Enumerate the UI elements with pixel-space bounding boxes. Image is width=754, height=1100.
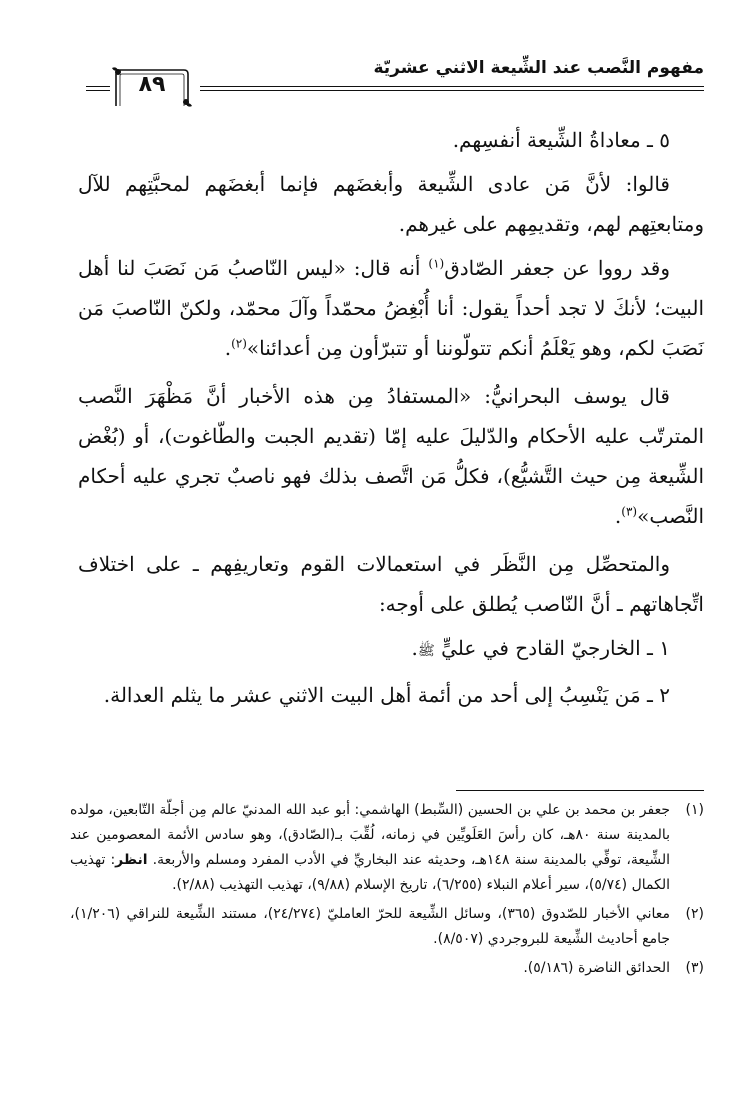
footnote-text: معاني الأخبار للصّدوق (٣٦٥)، وسائل الشِّيعة للحرّ العامليّ (٢٤/٢٧٤)، مستند الشِّيعة للنراقي (١/٢٠٦)، جامع أحاديث الشِّيعة للبروجردي (٨/٥٠٧).: [70, 906, 671, 947]
footnote-ref-1[interactable]: (١): [428, 256, 445, 271]
footnote-separator: [456, 790, 704, 791]
list-item-1-end: .: [411, 636, 418, 660]
paragraph-3: [78, 376, 704, 536]
paragraph-2-end: .: [224, 336, 232, 360]
paragraph-4: والمتحصِّل مِن النَّظَر في استعمالات القوم وتعاريفِهم ـ على اختلاف اتِّجاهاتهم ـ أنَّ النّاصب يُطلق على أوجه:: [78, 552, 704, 616]
paragraph-2: [78, 248, 704, 368]
footnote-number: (٢): [685, 906, 704, 922]
list-item-1-text: ١ ـ الخارجيّ القادح في عليٍّ: [434, 636, 670, 660]
list-item-1: [78, 628, 704, 671]
footnote-2: [70, 902, 704, 952]
paragraph-3-text: قال يوسف البحرانيُّ: «المستفادُ مِن هذه الأخبار أنَّ مَظْهَرَ النَّصب المترتّب عليه الأحكام والدّليلَ عليه إمّا (تقديم الجبت والطّاغوت)، أو (بُغْض الشِّيعة مِن حيث التَّشيُّع)، فكلُّ مَن اتَّصف بذلك فهو ناصبٌ تجري عليه أحكام النَّصب»: [78, 384, 704, 528]
footnotes: [70, 798, 704, 985]
header-rule: [200, 86, 704, 87]
list-item-5: ٥ ـ معاداةُ الشِّيعة أنفسِهم.: [452, 128, 670, 152]
footnote-1-text-c: : تهذيب الكمال (٥/٧٤)، سير أعلام النبلاء (٦/٢٥٥)، تاريخ الإسلام (٩/٨٨)، تهذيب التهذيب (٢/٨٨).: [70, 852, 670, 893]
footnote-3: [70, 956, 704, 981]
page-number-frame: [110, 66, 194, 106]
footnote-text: [70, 798, 670, 898]
footnote-number: (١): [685, 802, 704, 818]
running-title: مفهوم النَّصب عند الشِّيعة الاثني عشريّة: [373, 58, 704, 78]
footnote-1-see-label: انظر: [115, 852, 148, 868]
footnote-ref-2[interactable]: (٢): [231, 336, 247, 351]
honorific-icon: ﷺ: [417, 643, 435, 659]
footnote-number: (٣): [685, 960, 704, 976]
header-left-dash-thin: [86, 90, 110, 91]
paragraph-2-text-a: وقد رووا عن جعفر الصّادق: [444, 256, 670, 280]
page-number: ٨٩: [138, 72, 166, 97]
list-item-2: ٢ ـ مَن يَنْسِبُ إلى أحد من أئمة أهل البيت الاثني عشر ما يثلم العدالة.: [103, 683, 670, 707]
paragraph-2-text-b: أنه قال: «ليس النّاصبُ مَن نَصَبَ لنا أهل البيت؛ لأنكَ لا تجد أحداً يقول: أنا أُبْغِضُ محمّداً وآلَ محمّد، ولكنّ النّاصبَ مَن نَصَبَ لكم، وهو يَعْلَمُ أنكم تتولّوننا أو تتبرّأون مِن أعدائنا»: [78, 256, 704, 360]
footnote-1: [70, 798, 704, 898]
main-text: [78, 120, 704, 719]
header-left-dash: [86, 86, 110, 87]
footnote-1-text-a: جعفر بن محمد بن علي بن الحسين (السِّبط) الهاشمي: أبو عبد الله المدنيّ عالم مِن أجلّة التّابعين، مولده بالمدينة سنة ٨٠هـ، كان رأسَ العَلَويِّين في زمانه، لُقِّبَ بـ(الصّادق)، وهو سادس الأئمة المعصومين عند الشِّيعة، توفِّي بالمدينة سنة ١٤٨هـ، وحديثه عند البخاريِّ في الأدب المفرد ومسلم والأربعة.: [70, 802, 671, 868]
footnote-ref-3[interactable]: (٣): [621, 504, 638, 519]
footnote-text: الحدائق الناضرة (٥/١٨٦).: [523, 960, 670, 976]
paragraph-1: قالوا: لأنَّ مَن عادى الشِّيعة وأبغضَهم فإنما أبغضَهم لمحبَّتِهم للآل ومتابعتِهم لهم، وتقديمِهم على غيرهم.: [78, 172, 704, 236]
page-header: [88, 44, 704, 104]
paragraph-3-end: .: [614, 504, 622, 528]
header-rule-thin: [200, 90, 704, 91]
